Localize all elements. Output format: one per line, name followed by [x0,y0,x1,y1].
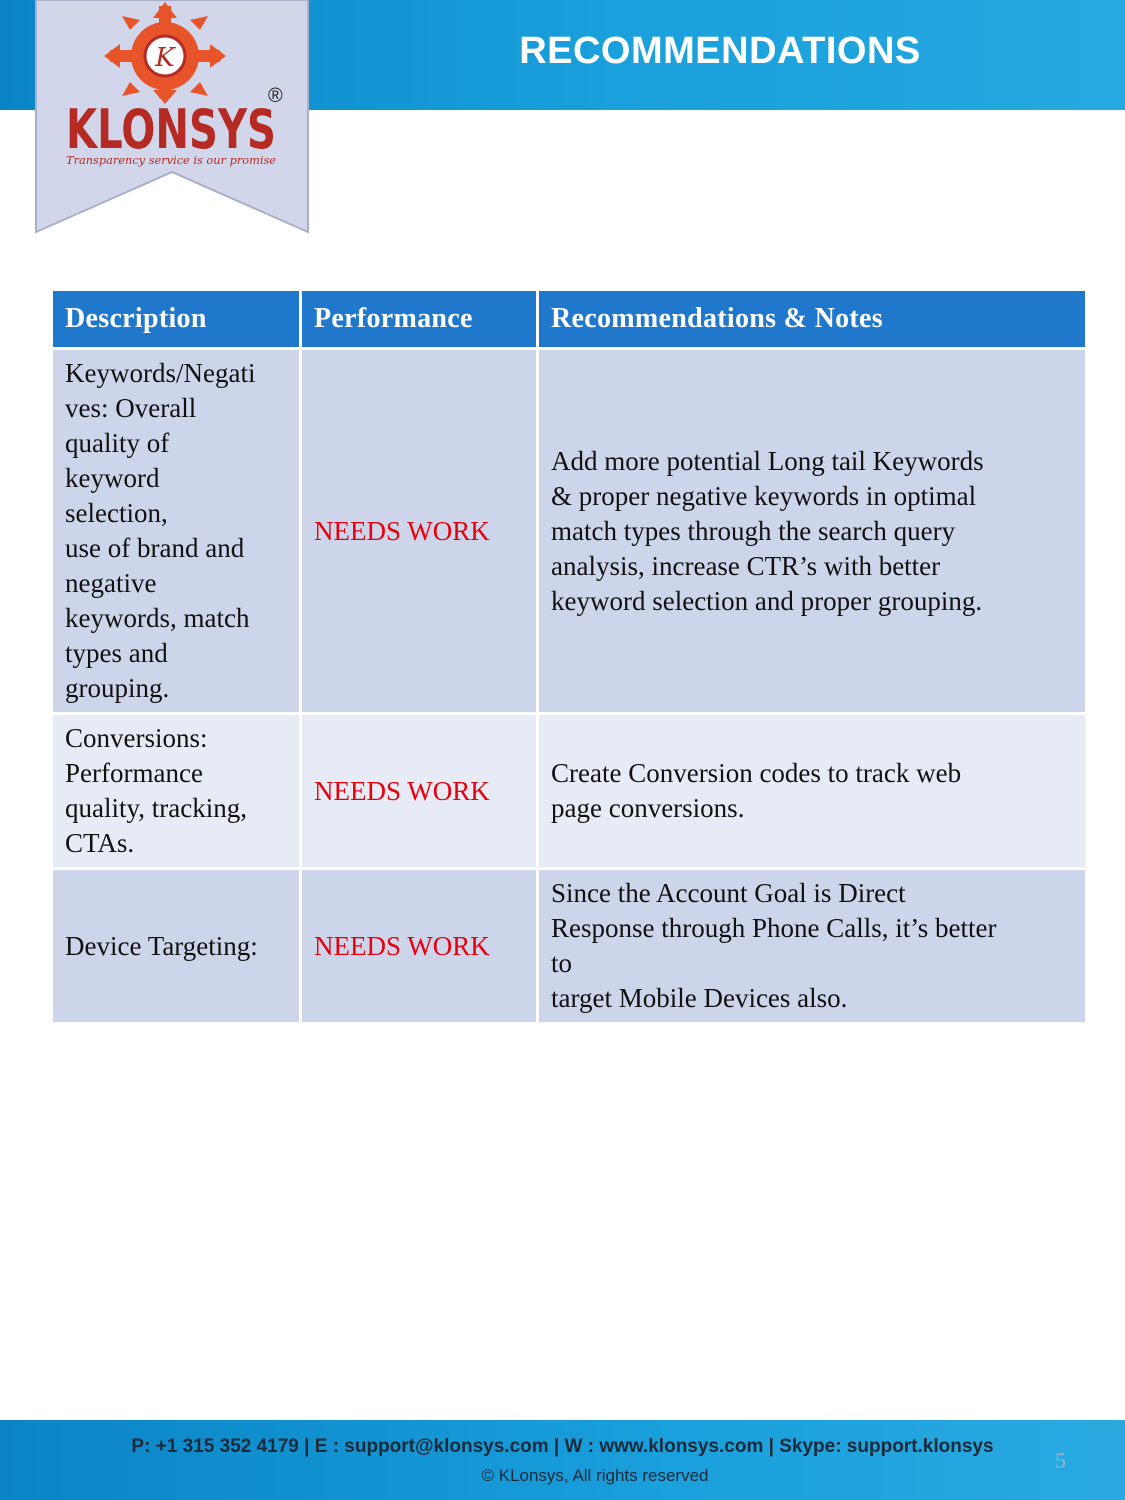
description-cell: Device Targeting: [53,870,299,1022]
footer-band [0,1420,1125,1500]
performance-cell: NEEDS WORK [302,715,536,867]
notes-cell: Since the Account Goal is Direct Response through Phone Calls, it’s better to target Mobile Devices also. [539,870,1085,1022]
description-cell: Keywords/Negati ves: Overall quality of keyword selection, use of brand and negative keywords, match types and grouping. [53,350,299,712]
column-header-description: Description [53,291,299,347]
table-header-row [53,291,1085,347]
performance-cell: NEEDS WORK [302,350,536,712]
description-cell: Conversions: Performance quality, tracking, CTAs. [53,715,299,867]
column-header-notes: Recommendations & Notes [539,291,1085,347]
notes-cell: Add more potential Long tail Keywords & proper negative keywords in optimal match types through the search query analysis, increase CTR’s with better keyword selection and proper grouping. [539,350,1085,712]
column-header-performance: Performance [302,291,536,347]
svg-text:K: K [155,43,175,73]
page-title: RECOMMENDATIONS [519,30,921,72]
registered-mark: ® [268,85,283,107]
table-row [53,870,1085,1022]
logo-wordmark: KLONSYS [66,98,276,161]
logo-tagline: Transparency service is our promise [66,154,277,167]
logo-banner [30,0,315,240]
page-number: 5 [1055,1448,1066,1473]
footer-contact: P: +1 315 352 4179 | E : support@klonsys.com | W : www.klonsys.com | Skype: support.klonsys [131,1436,994,1457]
table-row [53,350,1085,712]
table-row [53,715,1085,867]
footer-copyright: © KLonsys, All rights reserved [481,1466,709,1485]
notes-cell: Create Conversion codes to track web page conversions. [539,715,1085,867]
recommendations-table [50,288,1088,1025]
performance-cell: NEEDS WORK [302,870,536,1022]
